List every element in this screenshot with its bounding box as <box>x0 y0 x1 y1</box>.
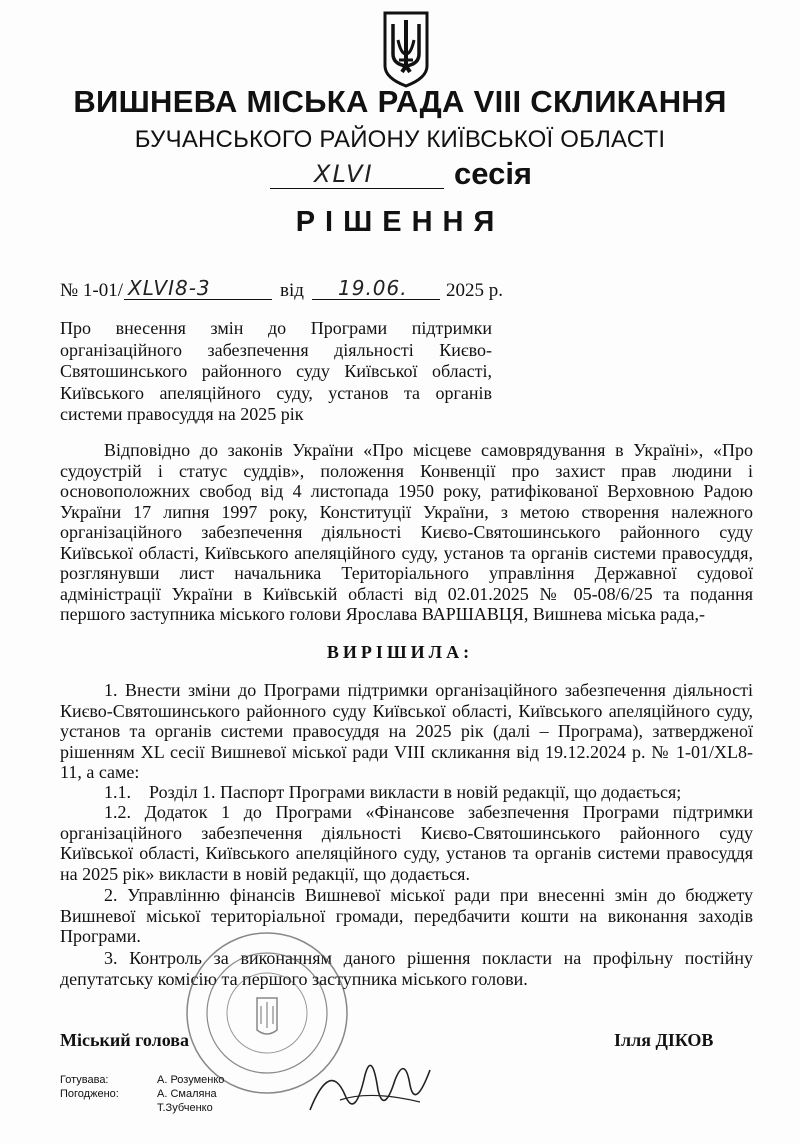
date-value: 19.06. <box>338 276 408 300</box>
session-line <box>270 156 570 196</box>
trident-emblem-icon <box>381 10 431 88</box>
decision-subject: Про внесення змін до Програми підтримки організаційного забезпечення діяльності Києво-Святошинського районного суду Київської області, Київського апеляційного суду, установ та органів системи правосуддя на 2025 рік <box>60 318 492 424</box>
mayor-name: Ілля ДІКОВ <box>614 1030 714 1050</box>
handwritten-signature <box>300 1040 440 1130</box>
date-underline <box>312 299 440 300</box>
resolved-heading: ВИРІШИЛА: <box>326 642 474 662</box>
date-prefix: від <box>280 280 304 301</box>
agreed-label: Погоджено: <box>60 1088 119 1100</box>
number-value: XLVI8-3 <box>128 276 211 300</box>
council-subtitle: БУЧАНСЬКОГО РАЙОНУ КИЇВСЬКОЇ ОБЛАСТІ <box>134 126 666 153</box>
item-1-paragraph: 1. Внести зміни до Програми підтримки організаційного забезпечення діяльності Києво-Святошинського районного суду Київської області, Київського апеляційного суду, установ та органів системи правосуддя на 2025 рік (далі – Програма), затвердженої рішенням XL сесії Вишневої міської ради VIII скликання від 19.12.2024 р. № 1-01/XL8-11, а саме: <box>60 680 753 782</box>
item-2-paragraph: 2. Управлінню фінансів Вишневої міської ради при внесенні змін до бюджету Вишневої міської територіальної громади, передбачити кошти на виконання заходів Програми. <box>60 885 753 946</box>
agreed-name-1: А. Смаляна <box>157 1088 217 1100</box>
prepared-name: А. Розуменко <box>157 1074 225 1086</box>
session-number: XLVI <box>314 160 374 188</box>
prepared-label: Готувава: <box>60 1074 109 1086</box>
session-word: сесія <box>454 156 533 191</box>
agreed-name-2: Т.Зубченко <box>157 1102 213 1114</box>
legal-basis-paragraph: Відповідно до законів України «Про місцеве самоврядування в Україні», «Про судоустрій і статус суддів», положення Конвенції про захист прав людини і основоположних свобод від 4 листопада 1950 року, ратифікованої Верховною Радою України 17 липня 1997 року, Конституції України, з метою створення належного організаційного забезпечення діяльності Києво-Святошинського районного суду Київської області, Київського апеляційного суду, установ та органів системи правосуддя, розглянувши лист начальника Територіального управління Державної судової адміністрації України в Київській області від 02.01.2025 № 05-08/6/25 та подання першого заступника міського голови Ярослава ВАРШАВЦЯ, Вишнева міська рада,- <box>60 440 753 624</box>
decision-number-line <box>60 276 530 310</box>
date-suffix: 2025 р. <box>446 280 503 301</box>
council-title: ВИШНЕВА МІСЬКА РАДА VIII СКЛИКАННЯ <box>73 84 727 119</box>
number-prefix: № 1-01/ <box>60 280 123 301</box>
item-1-1-paragraph: 1.1. Розділ 1. Паспорт Програми викласти в новій редакції, що додається; <box>104 782 682 802</box>
mayor-title: Міський голова <box>60 1030 189 1050</box>
session-underline <box>270 188 444 189</box>
number-underline <box>124 299 272 300</box>
item-3-paragraph: 3. Контроль за виконанням даного рішення покласти на профільну постійну депутатську комісію та першого заступника міського голови. <box>60 948 753 989</box>
item-1-2-paragraph: 1.2. Додаток 1 до Програми «Фінансове забезпечення Програми підтримки організаційного забезпечення діяльності Києво-Святошинського районного суду Київської області, Київського апеляційного суду, установ та органів системи правосуддя на 2025 рік» викласти в новій редакції, що додається. <box>60 802 753 884</box>
document-type-heading: РІШЕННЯ <box>295 206 505 238</box>
